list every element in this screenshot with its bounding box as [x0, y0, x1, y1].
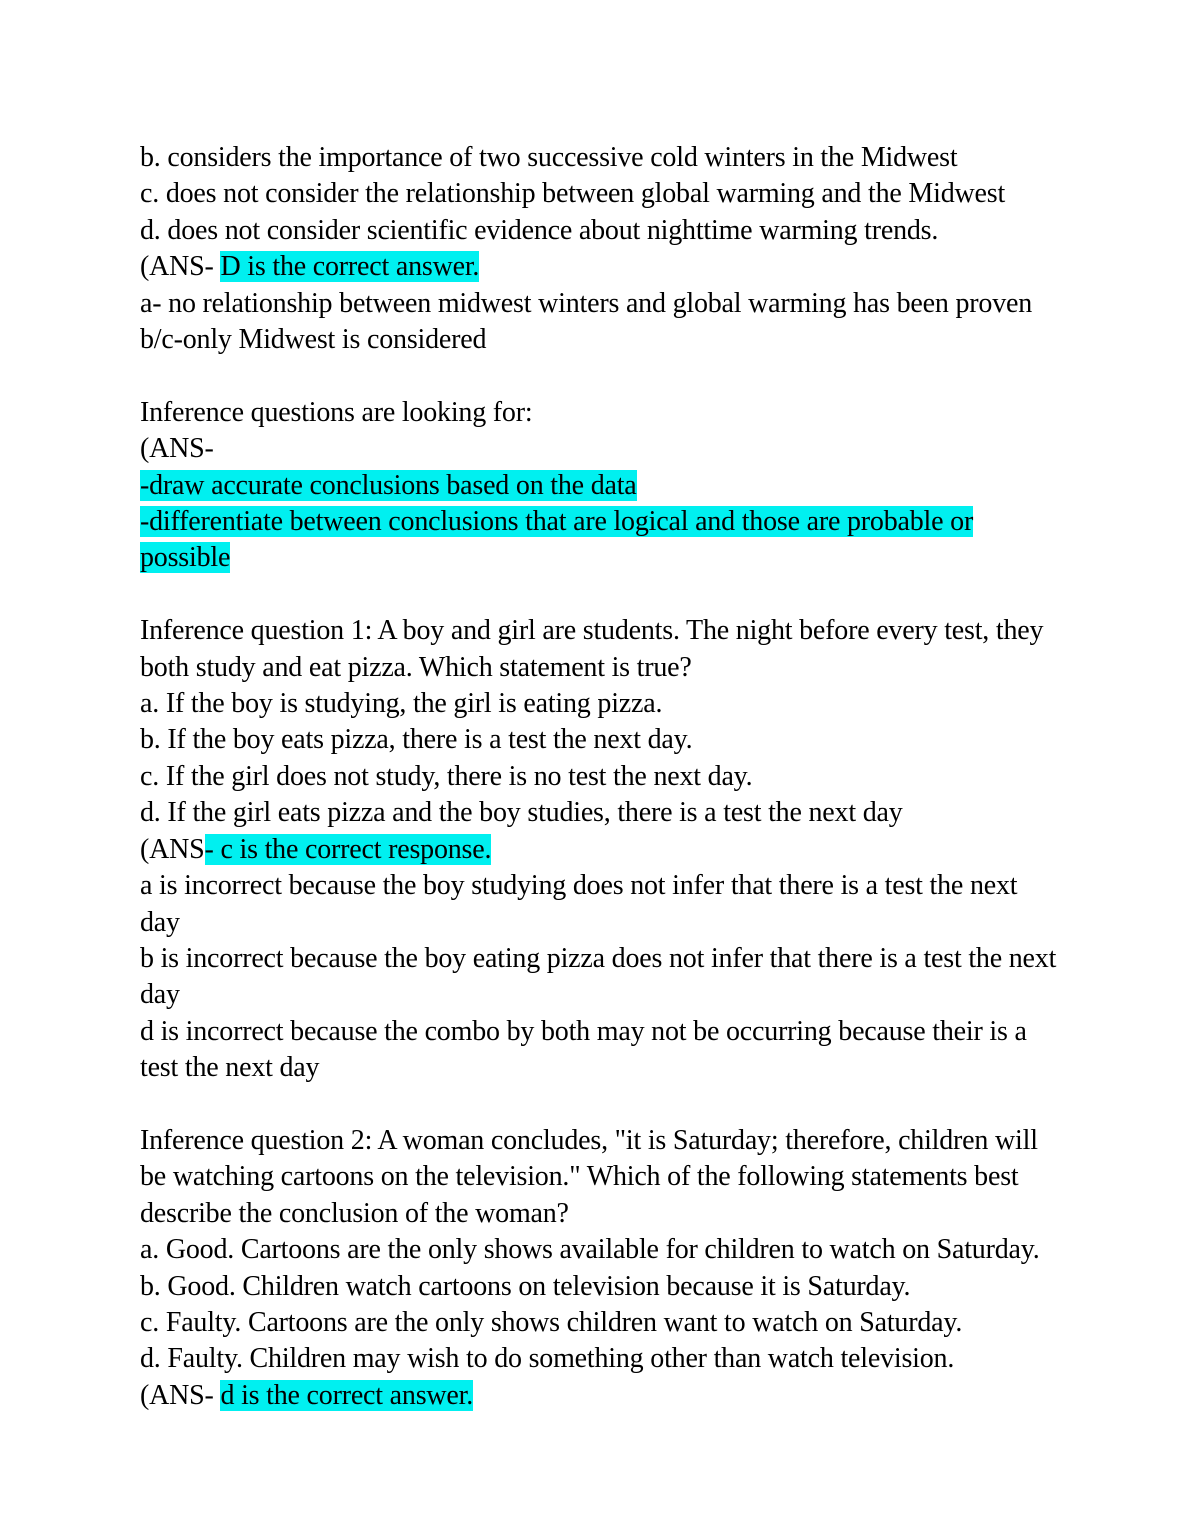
line-text: a is incorrect because the boy studying does not infer that there is a test the next — [140, 870, 1018, 902]
answer-option-b — [140, 140, 1100, 176]
explanation-line — [140, 1050, 1100, 1086]
line-text: b is incorrect because the boy eating pizza does not infer that there is a test the next — [140, 942, 1057, 974]
line-text: be watching cartoons on the television." Which of the following statements best — [140, 1161, 1019, 1193]
line-text: both study and eat pizza. Which statement is true? — [140, 651, 692, 683]
answer-option-c — [140, 759, 1100, 795]
line-text: Inference questions are looking for: — [140, 396, 533, 428]
ans-line — [140, 431, 1100, 467]
answer-option-a — [140, 1232, 1100, 1268]
ans-prefix: (ANS- — [140, 433, 214, 465]
line-text: a. Good. Cartoons are the only shows available for children to watch on Saturday. — [140, 1234, 1040, 1266]
explanation-line — [140, 322, 1100, 358]
line-text: test the next day — [140, 1052, 320, 1084]
line-text: Inference question 2: A woman concludes, "it is Saturday; therefore, children will — [140, 1124, 1038, 1156]
question-line — [140, 1159, 1100, 1195]
explanation-line — [140, 286, 1100, 322]
question-line — [140, 1123, 1100, 1159]
ans-prefix: (ANS- — [140, 1379, 221, 1411]
qa-section-inference-question-1 — [140, 613, 1100, 1086]
line-text: a- no relationship between midwest winters and global warming has been proven — [140, 287, 1033, 319]
highlighted-answer-text: -draw accurate conclusions based on the data — [140, 469, 637, 501]
highlighted-answer-text: possible — [140, 542, 231, 574]
explanation-line — [140, 977, 1100, 1013]
explanation-line — [140, 868, 1100, 904]
qa-section-inference-definition — [140, 395, 1100, 577]
answer-option-c — [140, 1305, 1100, 1341]
explanation-line — [140, 941, 1100, 977]
answer-option-a — [140, 686, 1100, 722]
line-text: day — [140, 906, 180, 938]
highlighted-answer-text: -differentiate between conclusions that are logical and those are probable or — [140, 506, 974, 538]
highlighted-answer-text: - c is the correct response. — [204, 833, 492, 865]
line-text: day — [140, 979, 180, 1011]
line-text: c. Faulty. Cartoons are the only shows children want to watch on Saturday. — [140, 1306, 963, 1338]
text-block — [140, 140, 1100, 1414]
line-text: a. If the boy is studying, the girl is eating pizza. — [140, 688, 663, 720]
line-text: b/c-only Midwest is considered — [140, 324, 487, 356]
ans-line — [140, 1378, 1100, 1414]
answer-option-b — [140, 722, 1100, 758]
answer-option-c — [140, 176, 1100, 212]
line-text: Inference question 1: A boy and girl are students. The night before every test, they — [140, 615, 1044, 647]
line-text: d is incorrect because the combo by both may not be occurring because their is a — [140, 1015, 1027, 1047]
answer-option-d — [140, 795, 1100, 831]
highlighted-answer-text: d is the correct answer. — [220, 1379, 474, 1411]
line-text: d. Faulty. Children may wish to do something other than watch television. — [140, 1343, 955, 1375]
highlighted-answer-line — [140, 540, 1100, 576]
highlighted-answer-line — [140, 504, 1100, 540]
ans-prefix: (ANS- — [140, 251, 221, 283]
qa-section-global-warming — [140, 140, 1100, 358]
highlighted-answer-line — [140, 468, 1100, 504]
line-text: b. considers the importance of two successive cold winters in the Midwest — [140, 142, 958, 173]
line-text: describe the conclusion of the woman? — [140, 1197, 569, 1229]
line-text: b. Good. Children watch cartoons on television because it is Saturday. — [140, 1270, 911, 1302]
explanation-line — [140, 905, 1100, 941]
ans-line — [140, 832, 1100, 868]
qa-section-inference-question-2 — [140, 1123, 1100, 1414]
ans-prefix: (ANS — [140, 833, 205, 865]
line-text: b. If the boy eats pizza, there is a test the next day. — [140, 724, 693, 756]
answer-option-d — [140, 213, 1100, 249]
answer-option-d — [140, 1341, 1100, 1377]
answer-option-b — [140, 1269, 1100, 1305]
line-text: d. does not consider scientific evidence about nighttime warming trends. — [140, 214, 939, 246]
question-line — [140, 613, 1100, 649]
line-text: c. does not consider the relationship between global warming and the Midwest — [140, 178, 1006, 210]
line-text: c. If the girl does not study, there is no test the next day. — [140, 760, 753, 792]
question-line — [140, 395, 1100, 431]
explanation-line — [140, 1014, 1100, 1050]
line-text: d. If the girl eats pizza and the boy studies, there is a test the next day — [140, 797, 903, 829]
question-line — [140, 1196, 1100, 1232]
question-line — [140, 650, 1100, 686]
ans-line — [140, 249, 1100, 285]
highlighted-answer-text: D is the correct answer. — [220, 251, 480, 283]
